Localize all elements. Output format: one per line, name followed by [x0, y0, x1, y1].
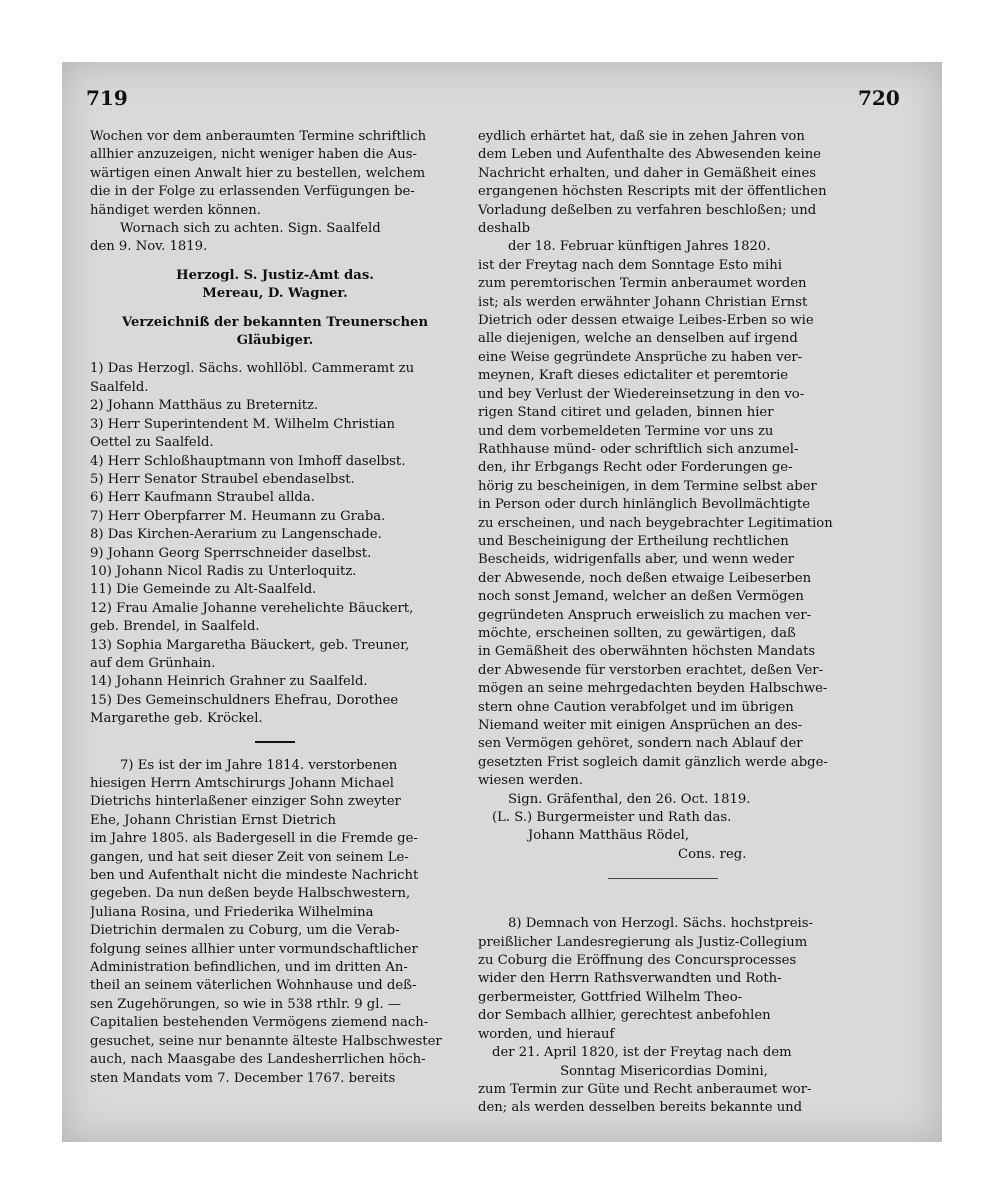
office-block [90, 267, 460, 304]
notice-7-continued [478, 128, 850, 238]
text-line: worden, und hierauf [478, 1026, 615, 1042]
list-item: 2) Johann Matthäus zu Breternitz. [90, 398, 319, 414]
text-line: rigen Stand citiret und geladen, binnen hier [478, 405, 774, 421]
text-line: zum peremtorischen Termin anberaumet worden [478, 276, 807, 292]
list-item: 13) Sophia Margaretha Bäuckert, geb. Treuner, [90, 637, 410, 653]
text-line: eine Weise gegründete Ansprüche zu haben ver- [478, 349, 803, 365]
text-line: die in der Folge zu erlassenden Verfügungen be- [90, 184, 415, 200]
sign-block [90, 220, 460, 257]
list-item: 10) Johann Nicol Radis zu Unterloquitz. [90, 563, 357, 579]
text-line: gegründeten Anspruch erweislich zu machen ver- [478, 607, 812, 623]
text-line: Bescheids, widrigenfalls aber, und wenn weder [478, 552, 794, 568]
text-line: alle diejenigen, welche an denselben auf irgend [478, 331, 798, 347]
text-line: ben und Aufenthalt nicht die mindeste Nachricht [90, 868, 419, 884]
term-date: der 18. Februar künftigen Jahres 1820. [508, 239, 771, 255]
left-column [90, 128, 460, 1088]
text-line: Dietrich oder dessen etwaige Leibes-Erben so wie [478, 313, 814, 329]
text-line: zu erscheinen, und nach beygebrachter Legitimation [478, 515, 833, 531]
list-item-cont: Margarethe geb. Kröckel. [90, 711, 263, 727]
text-line: Wochen vor dem anberaumten Termine schriftlich [90, 129, 427, 144]
list-item: 1) Das Herzogl. Sächs. wohllöbl. Cammeramt zu [90, 361, 415, 377]
text-line: der Abwesende für verstorben erachtet, deßen Ver- [478, 662, 824, 678]
list-item-cont: Saalfeld. [90, 379, 149, 395]
creditor-list-title [90, 314, 460, 351]
list-item: 9) Johann Georg Sperrschneider daselbst. [90, 545, 372, 561]
text-line: Sonntag Misericordias Domini, [560, 1063, 768, 1079]
text-line: Nachricht erhalten, und daher in Gemäßheit eines [478, 165, 817, 181]
text-line: stern ohne Caution verabfolget und im übrigen [478, 699, 794, 715]
right-column [478, 128, 850, 1118]
text-line: ist der Freytag nach dem Sonntage Esto mihi [478, 257, 782, 273]
text-line: dor Sembach allhier, gerechtest anbefohlen [478, 1008, 771, 1024]
list-item: 15) Des Gemeinschuldners Ehefrau, Dorothee [90, 692, 399, 708]
text-line: Dietrichs hinterlaßener einziger Sohn zweyter [90, 794, 401, 810]
list-item: 14) Johann Heinrich Grahner zu Saalfeld. [90, 674, 368, 690]
list-item: 3) Herr Superintendent M. Wilhelm Christian [90, 416, 396, 432]
text-line: folgung seines allhier unter vormundschaftlicher [90, 941, 418, 957]
text-line: auch, nach Maasgabe des Landesherrlichen höch- [90, 1052, 426, 1068]
text-line: der Abwesende, noch deßen etwaige Leibeserben [478, 570, 812, 586]
list-item: 11) Die Gemeinde zu Alt-Saalfeld. [90, 582, 317, 598]
text-line: und Bescheinigung der Ertheilung rechtlichen [478, 533, 789, 549]
text-line: Capitalien bestehenden Vermögens ziemend nach- [90, 1015, 429, 1031]
text-line: allhier anzuzeigen, nicht weniger haben die Aus- [90, 147, 418, 163]
text-line: 7) Es ist der im Jahre 1814. verstorbenen [120, 757, 398, 773]
section-divider [608, 878, 718, 879]
text-line: wärtigen einen Anwalt hier zu bestellen, welchem [90, 165, 426, 181]
citation-body [478, 257, 850, 791]
text-line: preißlicher Landesregierung als Justiz-Collegium [478, 934, 808, 950]
text-line: den; als werden desselben bereits bekannte und [478, 1100, 803, 1116]
text-line: noch sonst Jemand, welcher an deßen Vermögen [478, 589, 804, 605]
text-line: Wornach sich zu achten. Sign. Saalfeld [120, 221, 381, 237]
text-line: 8) Demnach von Herzogl. Sächs. hochstpreis- [508, 916, 813, 932]
list-item-cont: geb. Brendel, in Saalfeld. [90, 619, 260, 635]
list-item: 5) Herr Senator Straubel ebendaselbst. [90, 471, 355, 487]
section-divider [255, 741, 295, 743]
text-line: im Jahre 1805. als Badergesell in die Fremde ge- [90, 831, 418, 847]
text-line: Juliana Rosina, und Friederika Wilhelmina [90, 904, 374, 920]
text-line: Rathhause münd- oder schriftlich sich anzumel- [478, 441, 799, 457]
text-line: in Person oder durch hinlänglich Bevollmächtigte [478, 497, 811, 513]
page-number-left: 719 [86, 86, 128, 110]
text-line: gangen, und hat seit dieser Zeit von seinem Le- [90, 849, 409, 865]
text-line: Niemand weiter mit einigen Ansprüchen an des- [478, 718, 803, 733]
text-line: sten Mandats vom 7. December 1767. bereits [90, 1070, 396, 1086]
creditor-list [90, 360, 460, 728]
text-line: hörig zu bescheinigen, in dem Termine selbst aber [478, 478, 817, 494]
text-line: wider den Herrn Rathsverwandten und Roth- [478, 971, 782, 987]
text-line: mögen an seine mehrgedachten beyden Halbschwe- [478, 681, 828, 697]
office-signatories: Mereau, D. Wagner. [202, 286, 348, 302]
text-line: zu Coburg die Eröffnung des Concursprocesses [478, 953, 797, 969]
list-item: 7) Herr Oberpfarrer M. Heumann zu Graba. [90, 508, 386, 524]
text-line: wiesen werden. [478, 773, 583, 789]
text-line: zum Termin zur Güte und Recht anberaumet wor- [478, 1081, 812, 1097]
text-line: deshalb [478, 221, 531, 237]
signer-title: Cons. reg. [678, 846, 747, 862]
text-line: ist; als werden erwähnter Johann Christian Ernst [478, 294, 808, 310]
term-date-2 [478, 1044, 850, 1081]
notice-8-end [478, 1081, 850, 1118]
list-item: 6) Herr Kaufmann Straubel allda. [90, 490, 315, 506]
seal-and-council: (L. S.) Burgermeister und Rath das. [492, 810, 732, 826]
text-line: Vorladung deßelben zu verfahren beschloßen; und [478, 202, 817, 218]
text-line: sen Zugehörungen, so wie in 538 rthlr. 9 gl. — [90, 996, 402, 1012]
text-line: ergangenen höchsten Rescripts mit der öffentlichen [478, 184, 827, 200]
text-line: dem Leben und Aufenthalte des Abwesenden keine [478, 147, 821, 163]
text-line: in Gemäßheit des oberwähnten höchsten Mandats [478, 644, 816, 660]
text-line: den 9. Nov. 1819. [90, 239, 208, 255]
text-line: Administration befindlichen, und im dritten An- [90, 960, 408, 976]
text-line: sen Vermögen gehöret, sondern nach Ablauf der [478, 736, 803, 752]
text-line: meynen, Kraft dieses edictaliter et peremtorie [478, 368, 789, 384]
text-line: hiesigen Herrn Amtschirurgs Johann Michael [90, 776, 394, 791]
office-title: Herzogl. S. Justiz-Amt das. [176, 267, 374, 283]
list-item: 8) Das Kirchen-Aerarium zu Langenschade. [90, 527, 382, 543]
text-line: Ehe, Johann Christian Ernst Dietrich [90, 812, 336, 828]
text-line: möchte, erscheinen sollten, zu gewärtigen, daß [478, 625, 796, 641]
signature-block [478, 791, 850, 865]
notice-8 [478, 915, 850, 1044]
text-line: Dietrichin dermalen zu Coburg, um die Verab- [90, 923, 400, 939]
text-line: und dem vorbemeldeten Termine vor uns zu [478, 423, 774, 439]
page-number-right: 720 [858, 86, 900, 110]
list-item: 12) Frau Amalie Johanne verehelichte Bäuckert, [90, 600, 414, 616]
text-line: eydlich erhärtet hat, daß sie in zehen Jahren von [478, 129, 805, 144]
text-line: gesuchet, seine nur benannte älteste Halbschwester [90, 1033, 442, 1049]
notice-7 [90, 757, 460, 1088]
list-item-cont: auf dem Grünhain. [90, 655, 216, 671]
text-line: gesetzten Frist sogleich damit gänzlich werde abge- [478, 754, 828, 770]
text-line: händiget werden können. [90, 202, 261, 218]
text-line: Verzeichniß der bekannten Treunerschen [121, 314, 429, 330]
text-line: gegeben. Da nun deßen beyde Halbschwestern, [90, 886, 411, 902]
intro-paragraph [90, 128, 460, 220]
text-line: theil an seinem väterlichen Wohnhause und deß- [90, 978, 417, 994]
list-item: 4) Herr Schloßhauptmann von Imhoff daselbst. [90, 453, 406, 469]
text-line: gerbermeister, Gottfried Wilhelm Theo- [478, 989, 743, 1005]
sign-place-date: Sign. Gräfenthal, den 26. Oct. 1819. [508, 791, 751, 807]
text-line: der 21. April 1820, ist der Freytag nach dem [492, 1045, 792, 1061]
signer-name: Johann Matthäus Rödel, [528, 828, 690, 844]
list-item-cont: Oettel zu Saalfeld. [90, 435, 214, 451]
text-line: Gläubiger. [236, 333, 314, 349]
text-line: den, ihr Erbgangs Recht oder Forderungen ge- [478, 460, 793, 476]
text-line: und bey Verlust der Wiedereinsetzung in den vo- [478, 386, 805, 402]
